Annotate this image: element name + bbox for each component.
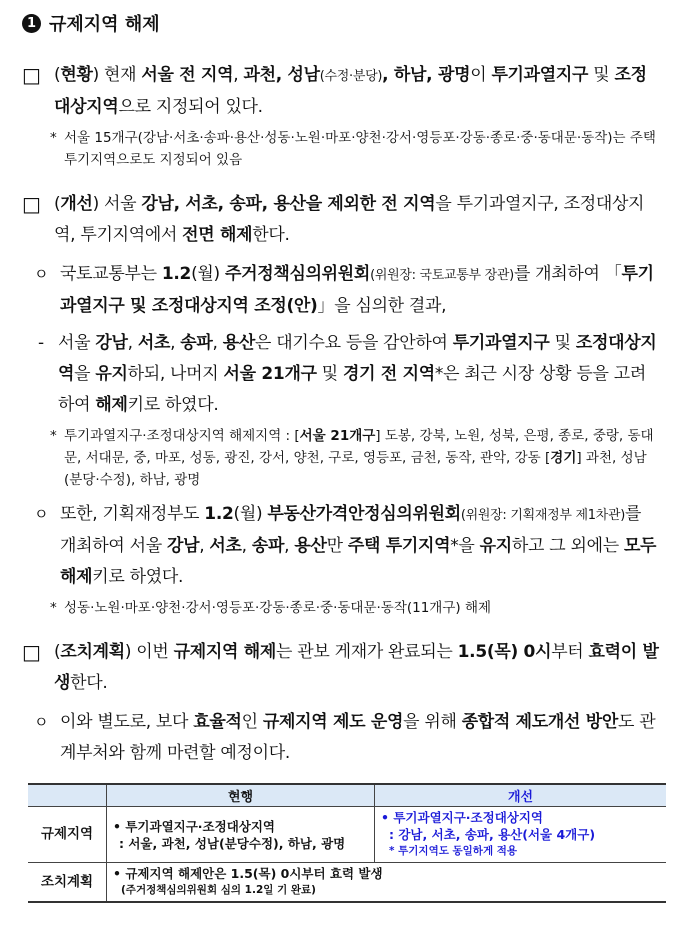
paragraph-text (60, 499, 659, 593)
bold-text: 유지 (95, 364, 128, 384)
bold-text: 경기 전 지역 (343, 364, 435, 384)
bold-text: , 하남, 광명 (382, 65, 471, 85)
text-segment: *은 최근 시장 상황 등을 고려하여 (58, 364, 646, 415)
bold-text: 주거정책심의위원회 (224, 264, 371, 284)
bold-text: 종합적 제도개선 방안 (461, 712, 619, 732)
table-header-row (28, 784, 666, 807)
improved-cell (375, 807, 667, 863)
bold-text: 서울 21개구 (299, 428, 376, 444)
bullet-marker: ㅇ (34, 265, 49, 283)
bullet-marker: - (38, 333, 44, 353)
cell-line: • 투기과열지구·조정대상지역 (113, 818, 275, 834)
cell-line: • 투기과열지구·조정대상지역 (381, 810, 543, 825)
text-segment: 으로 지정되어 있다. (118, 97, 263, 117)
paragraph-s1 (22, 60, 659, 123)
text-segment: ) 현재 (92, 65, 142, 85)
paragraph-text (60, 259, 659, 322)
paragraph-text (54, 637, 659, 699)
paragraph-text (58, 328, 659, 421)
text-segment: ( (54, 65, 61, 85)
text-segment: 및 (316, 364, 344, 384)
bold-text: 투기과열지구 및 조정대상지역 조정(안) (60, 264, 654, 316)
bold-text: 강남 (166, 536, 200, 556)
paragraph-text (54, 189, 659, 251)
checkbox-bullet-icon: □ (22, 192, 41, 216)
bold-text: 송파 (251, 536, 285, 556)
cell-line: • 규제지역 해제안은 1.5(목) 0시부터 효력 발생 (113, 866, 383, 881)
bold-text: 1.5(목) 0시 (457, 642, 552, 662)
text-segment: 부터 (551, 642, 589, 662)
text-segment: , (170, 333, 181, 353)
table-row (28, 807, 666, 863)
text-segment: 는 관보 게재가 완료되는 (276, 642, 458, 662)
checkbox-bullet-icon: □ (22, 63, 41, 87)
bold-text: 조정대상지역 (54, 65, 647, 117)
text-segment: 하고 그 외에는 (511, 536, 624, 556)
text-segment: 이와 별도로, 보다 (60, 712, 194, 732)
bold-text: 개선 (60, 194, 93, 214)
text-segment: 및 (588, 65, 615, 85)
text-segment: 이 (470, 65, 492, 85)
bold-text: 서초 (209, 536, 242, 556)
paragraph-text (60, 707, 659, 769)
section-title: 규제지역 해제 (49, 14, 160, 35)
paragraph-s6 (50, 425, 659, 491)
text-segment: 을 (74, 364, 96, 384)
text-segment: 한다. (70, 673, 108, 693)
text-segment: 투기과열지구·조정대상지역 해제지역 : [ (64, 428, 300, 444)
bold-text: 유지 (479, 536, 512, 556)
current-cell (107, 807, 375, 863)
text-segment: 을 위해 (403, 712, 462, 732)
bold-text: 주택 투기지역 (347, 536, 451, 556)
paragraph-text (64, 425, 659, 491)
bullet-marker: ㅇ (34, 713, 49, 731)
cell-line: : 강남, 서초, 송파, 용산(서울 4개구) (389, 827, 596, 842)
table-header-improved: 개선 (375, 784, 667, 807)
text-segment: *을 (450, 536, 480, 556)
paragraph-s3 (22, 189, 659, 251)
document-body (22, 60, 659, 769)
bold-text: 경기 (550, 450, 577, 466)
paragraph-text (64, 127, 659, 171)
row-label: 조치계획 (28, 863, 107, 903)
comparison-table (28, 783, 666, 903)
text-segment: 인 (241, 712, 263, 732)
bold-text: 서울 21개구 (223, 364, 317, 384)
text-segment: , (199, 536, 210, 556)
section-number: 1 (22, 14, 41, 33)
text-segment: 를 개최하여 서울 (60, 504, 642, 556)
paragraph-s10 (34, 707, 659, 769)
bold-text: 서울 전 지역 (141, 65, 234, 85)
text-segment: ] 과천, 성남(분당·수정), 하남, 광명 (64, 450, 647, 488)
bold-text: 조치계획 (60, 642, 125, 662)
bold-text: 규제지역 해제 (173, 642, 276, 662)
text-segment: 를 개최하여 「 (513, 264, 622, 284)
section-heading (22, 10, 659, 36)
text-segment: 하되, 나머지 (127, 364, 224, 384)
text-segment: 만 (326, 536, 348, 556)
table-row (28, 863, 666, 903)
paragraph-s8 (50, 597, 659, 619)
action-cell (107, 863, 667, 903)
text-segment: (월) (191, 264, 225, 284)
bold-text: 투기과열지구 (491, 65, 589, 85)
bold-text: 1.2 (161, 264, 192, 284)
bold-text: 용산 (222, 333, 256, 353)
bold-text: 전면 해제 (182, 225, 253, 245)
paragraph-s9 (22, 637, 659, 699)
bold-text: 해제 (95, 395, 128, 415)
bold-text: 현황 (60, 65, 93, 85)
text-segment: ] 도봉, 강북, 노원, 성북, 은평, 종로, 중랑, 동대문, 서대문, 중, 마포, 성동, 광진, 강서, 양천, 구로, 영등포, 금천, 동작, 관악, 강동 [ (64, 428, 654, 466)
text-segment: ) 이번 (124, 642, 174, 662)
text-segment: (월) (233, 504, 268, 524)
text-segment: , (284, 536, 295, 556)
paragraph-s5 (38, 328, 659, 421)
bold-text: 1.2 (204, 504, 234, 524)
bold-text: 효력이 발생 (54, 642, 659, 693)
text-segment: 또한, 기획재정부도 (60, 504, 205, 524)
cell-note: (주거정책심의위원회 심의 1.2일 기 완료) (121, 884, 316, 896)
checkbox-bullet-icon: □ (22, 640, 41, 664)
bold-text: 과천, 성남 (243, 65, 320, 85)
bullet-marker: * (50, 130, 57, 146)
text-segment: (수정·분당) (319, 69, 383, 84)
paragraph-s4 (34, 259, 659, 322)
text-segment: 및 (549, 333, 576, 353)
text-segment: , (241, 536, 252, 556)
text-segment: 성동·노원·마포·양천·강서·영등포·강동·종로·중·동대문·동작(11개구) 해제 (64, 600, 492, 616)
bold-text: 투기과열지구 (452, 333, 550, 353)
paragraph-s2 (50, 127, 659, 171)
bold-text: 강남 (95, 333, 128, 353)
text-segment: ( (54, 642, 61, 662)
text-segment: 을 투기과열지구, 조정대상지역, 투기지역에서 (54, 194, 645, 245)
bold-text: 규제지역 제도 운영 (262, 712, 404, 732)
table-header-current: 현행 (107, 784, 375, 807)
bold-text: 모두 해제 (60, 536, 657, 587)
paragraph-text (54, 60, 659, 123)
table-header-empty (28, 784, 107, 807)
bullet-marker: ㅇ (34, 505, 49, 523)
bold-text: 송파 (180, 333, 213, 353)
bold-text: 효율적 (193, 712, 242, 732)
text-segment: 서울 (58, 333, 96, 353)
text-segment: , (233, 65, 244, 85)
text-segment: 도 관계부처와 함께 마련할 예정이다. (60, 712, 656, 763)
text-segment: 한다. (252, 225, 290, 245)
text-segment: (위원장: 기획재정부 제1차관) (460, 508, 625, 523)
text-segment: , (212, 333, 223, 353)
text-segment: 은 대기수요 등을 감안하여 (255, 333, 453, 353)
paragraph-s7 (34, 499, 659, 593)
bold-text: 용산 (294, 536, 327, 556)
text-segment: 서울 15개구(강남·서초·송파·용산·성동·노원·마포·양천·강서·영등포·강동·종로·중·동대문·동작)는 주택 투기지역으로도 지정되어 있음 (64, 130, 656, 168)
text-segment: ( (54, 194, 61, 214)
bullet-marker: * (50, 428, 57, 444)
text-segment: , (127, 333, 138, 353)
text-segment: (위원장: 국토교통부 장관) (370, 268, 514, 283)
cell-line: : 서울, 과천, 성남(분당수정), 하남, 광명 (119, 835, 346, 851)
bold-text: 서초 (137, 333, 171, 353)
paragraph-text (64, 597, 491, 619)
cell-note: * 투기지역도 동일하게 적용 (389, 845, 518, 857)
text-segment: 」을 심의한 결과, (317, 296, 447, 316)
bullet-marker: * (50, 600, 57, 616)
bold-text: 강남, 서초, 송파, 용산을 제외한 전 지역 (141, 194, 436, 214)
text-segment: 키로 하였다. (92, 567, 184, 587)
text-segment: ) 서울 (92, 194, 142, 214)
bold-text: 조정대상지역 (58, 333, 657, 384)
row-label: 규제지역 (28, 807, 107, 863)
bold-text: 부동산가격안정심의위원회 (267, 504, 461, 524)
text-segment: 키로 하였다. (127, 395, 219, 415)
text-segment: 국토교통부는 (60, 264, 162, 284)
